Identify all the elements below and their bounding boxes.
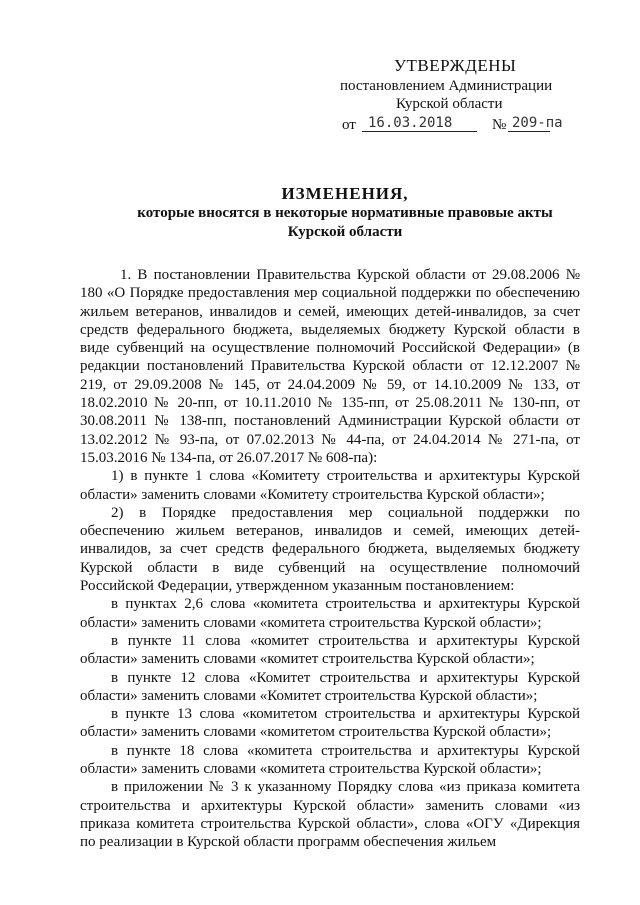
approval-number: 209-па (512, 115, 563, 131)
document-body (80, 266, 580, 852)
approval-title: УТВЕРЖДЕНЫ (394, 56, 517, 75)
paragraph-1: 1. В постановлении Правительства Курской области от 29.08.2006 № 180 «О Порядке предоставления мер социальной поддержки по обеспечению жильем ветеранов, инвалидов и семей, имеющих детей-инвалидов, за счет средств федерального бюджета, выделяемых бюджету Курской области в виде субвенций на осуществление полномочий Российской Федерации» (в редакции постановлений Правительства Курской области от 12.12.2007 № 219, от 29.09.2008 № 145, от 24.04.2009 № 59, от 14.10.2009 № 133, от 18.02.2010 № 20-пп, от 10.11.2010 № 135-пп, от 25.08.2011 № 130-пп, от 30.08.2011 № 138-пп, постановлений Администрации Курской области от 13.02.2012 № 93-па, от 07.02.2013 № 44-па, от 24.04.2014 № 271-па, от 15.03.2016 № 134-па, от 26.07.2017 № 608-па): (80, 267, 580, 466)
document-title: ИЗМЕНЕНИЯ, (281, 184, 409, 203)
paragraph-point-13: в пункте 13 слова «комитетом строительства и архитектуры Курской области» заменить словами «комитетом строительства Курской области»; (80, 706, 580, 741)
paragraph-appendix-3: в приложении № 3 к указанному Порядку слова «из приказа комитета строительства и архитектуры Курской области» заменить словами «из приказа комитета строительства Курской области», слова «ОГУ «Дирекция по реализации в Курской области программ обеспечения жильем (80, 779, 580, 851)
number-label: № (492, 117, 507, 133)
paragraph-point-11: в пункте 11 слова «комитет строительства и архитектуры Курской области» заменить словами «комитет строительства Курской области»; (80, 632, 580, 668)
document-subtitle-line1: которые вносятся в некоторые нормативные правовые акты (137, 205, 553, 221)
paragraph-item-1: 1) в пункте 1 слова «Комитету строительства и архитектуры Курской области» заменить словами «Комитету строительства Курской области»; (80, 468, 580, 503)
document-subtitle-line2: Курской области (287, 224, 403, 240)
date-from-label: от (342, 117, 356, 133)
document-heading (120, 184, 570, 242)
paragraph-point-2-6: в пунктах 2,6 слова «комитета строительства и архитектуры Курской области» заменить словами «комитета строительства Курской области»; (80, 596, 580, 631)
approval-by: постановлением Администрации (340, 78, 553, 94)
paragraph-point-12: в пункте 12 слова «Комитет строительства и архитектуры Курской области» заменить словами «Комитет строительства Курской области»; (80, 669, 580, 704)
paragraph-point-18: в пункте 18 слова «комитета строительства и архитектуры Курской области» заменить словами «комитета строительства Курской области»; (80, 742, 580, 778)
approval-region: Курской области (396, 96, 503, 112)
approval-date-row (342, 113, 602, 135)
paragraph-item-2: 2) в Порядке предоставления мер социальной поддержки по обеспечению жильем ветеранов, инвалидов и семей, имеющих детей-инвалидов, за счет средств федерального бюджета, выделяемых бюджету Курской области в виде субвенций на осуществление полномочий Российской Федерации, утвержденном указанным постановлением: (80, 504, 580, 595)
approval-date: 16.03.2018 (368, 115, 453, 131)
